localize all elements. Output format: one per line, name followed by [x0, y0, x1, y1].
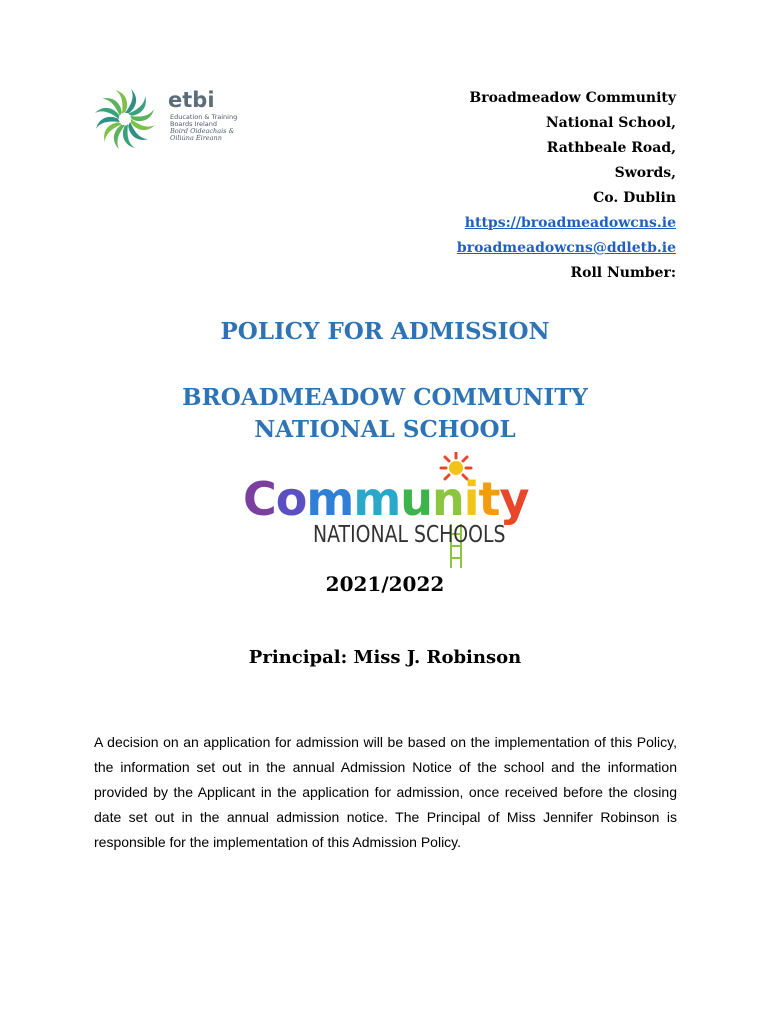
address-line-2: National School,	[545, 115, 676, 131]
school-year: 2021/2022	[325, 572, 445, 596]
cns-letter: o	[275, 472, 307, 526]
website-link[interactable]: https://broadmeadowcns.ie	[464, 215, 676, 231]
etbi-tagline-2: Boards Ireland	[170, 120, 218, 128]
school-title-line-1: BROADMEADOW COMMUNITY	[182, 384, 588, 411]
email-link[interactable]: broadmeadowcns@ddletb.ie	[456, 240, 676, 256]
community-wordmark	[243, 472, 529, 526]
cns-letter: t	[478, 472, 500, 526]
cns-letter: y	[499, 472, 529, 526]
cns-letter: C	[243, 472, 276, 526]
policy-title: POLICY FOR ADMISSION	[220, 318, 550, 345]
address-line-3: Rathbeale Road,	[546, 140, 676, 156]
address-line-4: Swords,	[614, 165, 676, 181]
address-line-5: Co. Dublin	[593, 190, 676, 206]
etbi-tagline-3: Boird Oideachais &	[170, 127, 235, 135]
cns-letter: m	[306, 472, 354, 526]
roll-number-label: Roll Number:	[570, 265, 676, 281]
etbi-swirl-icon	[94, 88, 156, 150]
principal-line: Principal: Miss J. Robinson	[248, 647, 522, 668]
etbi-logo	[94, 86, 284, 156]
etbi-tagline-4: Oiliúna Éireann	[170, 134, 222, 142]
cns-letter: m	[353, 472, 401, 526]
school-address	[457, 86, 676, 286]
etbi-tagline-1: Education & Training	[170, 113, 238, 121]
cns-letter: u	[400, 472, 432, 526]
school-title-line-2: NATIONAL SCHOOL	[254, 416, 516, 443]
address-line-1: Broadmeadow Community	[469, 90, 676, 106]
admission-policy-paragraph: A decision on an application for admission will be based on the implementation of this Policy, the information set out in the annual Admission Notice of the school and the information provided by the Applicant in the application for admission, once received before the closing date set out in the annual admission notice. The Principal of Miss Jennifer Robinson is responsible for the implementation of this Admission Policy.	[94, 734, 677, 850]
national-schools-label: NATIONAL SCHOOLS	[313, 522, 506, 548]
community-national-schools-logo	[243, 452, 533, 570]
cns-letter: n	[432, 472, 464, 526]
school-title	[0, 382, 770, 446]
cns-letter: i	[463, 472, 479, 526]
etbi-wordmark: etbi	[168, 88, 215, 112]
